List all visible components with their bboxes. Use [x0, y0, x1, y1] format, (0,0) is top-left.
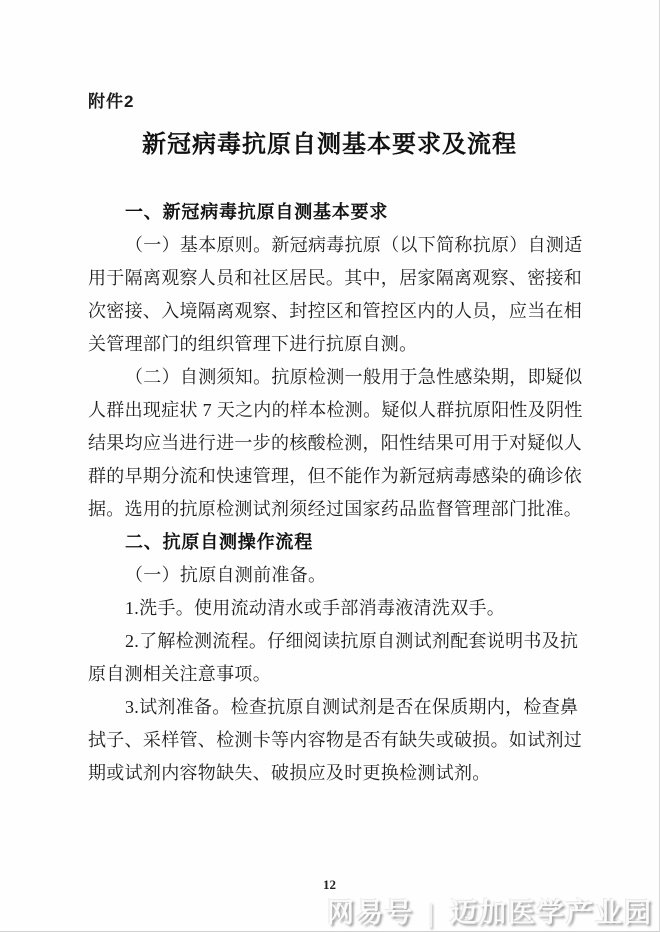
section-heading: 二、抗原自测操作流程 [125, 532, 313, 552]
watermark-account: 迈加医学产业园 [450, 898, 653, 928]
text-line: 1.洗手。使用流动清水或手部消毒液清洗双手。 [125, 598, 506, 618]
text-line: 据。选用的抗原检测试剂须经过国家药品监督管理部门批准。 [88, 499, 583, 519]
text-line: 期或试剂内容物缺失、破损应及时更换检测试剂。 [88, 763, 491, 783]
text-line: 原自测相关注意事项。 [88, 664, 271, 684]
text-line: 结果均应当进行进一步的核酸检测，阳性结果可用于对疑似人 [88, 433, 583, 453]
text-line: （二）自测须知。抗原检测一般用于急性感染期，即疑似 [125, 367, 583, 387]
watermark-platform: 网易号 [326, 898, 414, 928]
text-line: 关管理部门的组织管理下进行抗原自测。 [88, 334, 418, 354]
attachment-label: 附件2 [88, 92, 135, 111]
text-line: 拭子、采样管、检测卡等内容物是否有缺失或破损。如试剂过 [88, 730, 583, 750]
text-line: 2.了解检测流程。仔细阅读抗原自测试剂配套说明书及抗 [125, 631, 579, 651]
watermark-separator: | [427, 898, 437, 928]
text-line: （一）抗原自测前准备。 [125, 565, 327, 585]
text-line: 次密接、入境隔离观察、封控区和管控区内的人员，应当在相 [88, 301, 583, 321]
watermark [327, 891, 653, 930]
text-line: 群的早期分流和快速管理，但不能作为新冠病毒感染的确诊依 [88, 466, 583, 486]
text-line: 3.试剂准备。检查抗原自测试剂是否在保质期内，检查鼻 [125, 697, 579, 717]
section-heading: 一、新冠病毒抗原自测基本要求 [125, 202, 389, 222]
text-line: （一）基本原则。新冠病毒抗原（以下简称抗原）自测适 [125, 235, 583, 255]
page-number: 12 [323, 877, 336, 892]
text-line: 人群出现症状 7 天之内的样本检测。疑似人群抗原阳性及阴性 [88, 400, 583, 420]
document-title: 新冠病毒抗原自测基本要求及流程 [142, 131, 517, 158]
text-line: 用于隔离观察人员和社区居民。其中，居家隔离观察、密接和 [88, 268, 583, 288]
document-body [88, 196, 588, 790]
